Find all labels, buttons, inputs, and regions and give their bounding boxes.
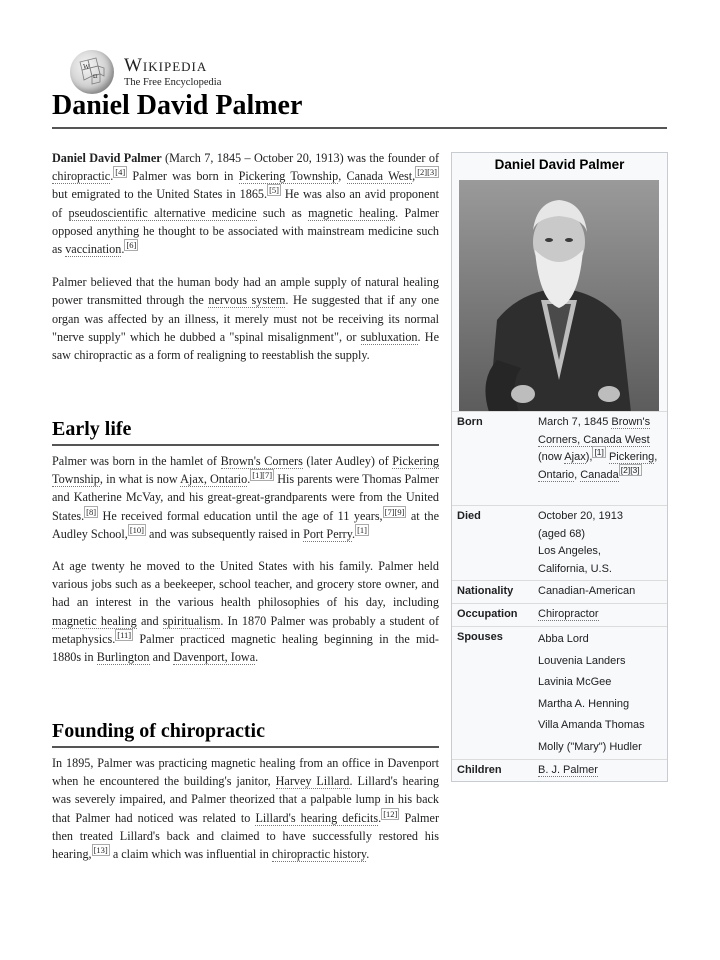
article-link[interactable]: Canada West bbox=[346, 169, 413, 184]
article-link[interactable]: Pickering Township bbox=[52, 454, 439, 487]
section-divider bbox=[52, 746, 439, 748]
infobox-line: (aged 68) bbox=[538, 527, 586, 540]
page-title: Daniel David Palmer bbox=[52, 90, 303, 121]
article-link[interactable]: nervous system bbox=[208, 293, 286, 308]
infobox-label-nationality: Nationality bbox=[457, 585, 514, 597]
citation bbox=[115, 629, 133, 641]
article-link[interactable]: Ajax bbox=[564, 451, 586, 463]
infobox-value-nationality: Canadian-American bbox=[538, 585, 636, 597]
article-link[interactable]: Ontario bbox=[538, 468, 575, 481]
svg-text:W: W bbox=[83, 63, 90, 71]
infobox-row-children bbox=[452, 759, 667, 781]
spouse-name: Martha A. Henning bbox=[538, 697, 630, 710]
article-link[interactable]: Brown's Corners, Canada West bbox=[538, 416, 651, 446]
article-link[interactable]: Pickering Township bbox=[238, 169, 339, 184]
article-link[interactable]: subluxation bbox=[360, 329, 418, 344]
citation-link[interactable]: [6] bbox=[126, 239, 137, 250]
infobox-label-born: Born bbox=[457, 416, 483, 428]
citation-link[interactable]: [1] bbox=[357, 524, 368, 535]
article-link[interactable]: Harvey Lillard bbox=[275, 774, 350, 789]
article-link[interactable]: vaccination bbox=[65, 242, 122, 257]
portrait-photo[interactable] bbox=[459, 180, 659, 412]
citation-link[interactable]: [11] bbox=[117, 629, 132, 640]
infobox-value-occupation[interactable] bbox=[538, 606, 663, 624]
early-life-paragraph-1: Palmer was born in the hamlet of Brown's Corners (later Audley) of Pickering Township, in what is now Ajax, Ontario. [1][7] His parents were Thomas Palmer and Katherine McVay, and his great-great-grandparents were from the United States. [8] He received formal education until the age of 11 years, [7][9] at the Audley School, [10] and was subsequently raised in Port Perry. [1] bbox=[52, 454, 439, 541]
early-life-paragraph-2: At age twenty he moved to the United States with his family. Palmer held various jobs such as a beekeeper, school teacher, and grocery store owner, and had an interest in the various health philosophies of his day, including magnetic healing and spiritualism. In 1870 Palmer was probably a student of metaphysics. [11] Palmer practiced magnetic healing beginning in the mid-1880s in Burlington and Davenport, Iowa. bbox=[52, 559, 440, 665]
article-link[interactable]: Ajax, Ontario bbox=[180, 472, 248, 487]
citation bbox=[250, 469, 274, 481]
citation bbox=[84, 506, 98, 518]
infobox-title: Daniel David Palmer bbox=[494, 157, 625, 172]
article-link[interactable]: Davenport, Iowa bbox=[173, 650, 256, 665]
infobox-label-died: Died bbox=[457, 510, 481, 522]
occupation-link[interactable]: Chiropractor bbox=[538, 608, 599, 620]
section-heading-founding: Founding of chiropractic bbox=[52, 720, 265, 742]
infobox-label-occupation: Occupation bbox=[457, 608, 518, 620]
article-link[interactable]: chiropractic history bbox=[271, 847, 367, 862]
infobox-value-spouses bbox=[538, 629, 663, 758]
spouse-name: Molly ("Mary") Hudler bbox=[538, 740, 642, 753]
wikipedia-logo[interactable] bbox=[70, 50, 221, 94]
infobox-line: Los Angeles, bbox=[538, 545, 601, 557]
infobox bbox=[451, 152, 668, 782]
article-link[interactable]: Port Perry bbox=[303, 526, 353, 541]
infobox-row-spouses bbox=[452, 626, 667, 759]
intro-paragraph-1: Daniel David Palmer (March 7, 1845 – October 20, 1913) was the founder of chiropractic. [4] Palmer was born in Pickering Township, Canada West, [2][3] but emigrated to the United States in 1865. [5] He was also an avid proponent of pseudoscientific alternative medicine such as magnetic healing. Palmer opposed anything he thought to be associated with mainstream medicine such as vaccination. [6] bbox=[52, 151, 440, 257]
citation-link[interactable]: [13] bbox=[93, 844, 108, 855]
spouse-name: Abba Lord bbox=[538, 633, 589, 645]
title-divider bbox=[52, 127, 667, 129]
citation bbox=[92, 844, 110, 856]
article-link[interactable]: magnetic healing bbox=[52, 613, 137, 628]
children-link[interactable]: B. J. Palmer bbox=[538, 764, 598, 776]
citation bbox=[355, 524, 369, 536]
article-link[interactable]: magnetic healing bbox=[308, 205, 396, 220]
citation bbox=[124, 239, 138, 251]
early-life-section bbox=[52, 452, 439, 666]
infobox-label-spouses: Spouses bbox=[457, 631, 503, 643]
article-link[interactable]: chiropractic bbox=[52, 169, 111, 184]
infobox-line: California, U.S. bbox=[538, 562, 612, 575]
founding-section bbox=[52, 754, 439, 863]
intro-section bbox=[52, 149, 439, 364]
spouse-name: Lavinia McGee bbox=[538, 676, 612, 688]
citation-link[interactable]: [2][3] bbox=[417, 167, 438, 178]
article-link[interactable]: pseudoscientific alternative medicine bbox=[68, 205, 257, 220]
citation-link[interactable]: [4] bbox=[115, 167, 126, 178]
wikipedia-globe-icon bbox=[70, 50, 114, 94]
intro-paragraph-2: Palmer believed that the human body had an ample supply of natural healing power transmitted through the nervous system. He suggested that if any one organ was affected by an illness, it merely must not be receiving its normal "nerve supply" which he dubbed a "spinal misalignment", or subluxation. He saw chiropractic as a form of realigning to reestablish the supply. bbox=[52, 275, 440, 363]
wordmark-title: Wikipedia bbox=[124, 54, 208, 76]
citation-link[interactable]: [1] bbox=[594, 447, 604, 458]
section-divider bbox=[52, 444, 439, 446]
citation bbox=[592, 446, 605, 458]
infobox-row-nationality bbox=[452, 580, 667, 603]
citation-link[interactable]: [5] bbox=[269, 185, 279, 196]
citation-link[interactable]: [1][7] bbox=[252, 470, 273, 481]
citation bbox=[381, 808, 399, 820]
citation bbox=[267, 184, 281, 196]
spouse-name: Louvenia Landers bbox=[538, 654, 626, 667]
infobox-label-children: Children bbox=[457, 764, 502, 776]
citation bbox=[415, 166, 439, 178]
citation bbox=[128, 524, 146, 536]
infobox-value-died bbox=[538, 508, 663, 578]
citation-link[interactable]: [8] bbox=[86, 506, 97, 517]
svg-text:Ω: Ω bbox=[93, 74, 98, 80]
article-link[interactable]: Canada bbox=[580, 468, 619, 481]
infobox-line: October 20, 1913 bbox=[538, 510, 624, 522]
citation bbox=[619, 464, 642, 476]
citation bbox=[383, 506, 407, 518]
section-heading-early-life: Early life bbox=[52, 418, 132, 440]
citation-link[interactable]: [12] bbox=[383, 808, 398, 819]
citation-link[interactable]: [7][9] bbox=[384, 506, 405, 517]
wordmark-tagline: The Free Encyclopedia bbox=[124, 76, 222, 88]
article-link[interactable]: Pickering bbox=[608, 451, 655, 463]
citation bbox=[113, 166, 127, 178]
founding-paragraph-1: In 1895, Palmer was practicing magnetic healing from an office in Davenport when he encountered the building's janitor, Harvey Lillard. Lillard's hearing was severely impaired, and Palmer theorized that a palpable lump in his back that Palmer had noticed was related to Lillard's hearing deficits. [12] Palmer then treated Lillard's back and claimed to have successfully restored his hearing, [13] a claim which was influential in chiropractic history. bbox=[52, 756, 440, 862]
infobox-row-born bbox=[452, 411, 667, 505]
spouse-name: Villa Amanda Thomas bbox=[538, 719, 645, 731]
article-link[interactable]: Brown's Corners bbox=[220, 454, 303, 468]
infobox-value-born: March 7, 1845 Brown's Corners, Canada West (now Ajax), [1] Pickering, Ontario, Canada [2][3] bbox=[538, 416, 658, 481]
article-link[interactable]: spiritualism bbox=[162, 613, 221, 628]
citation-link[interactable]: [2][3] bbox=[620, 464, 640, 475]
infobox-value-children[interactable] bbox=[538, 762, 663, 780]
article-link[interactable]: Lillard's hearing deficits bbox=[255, 810, 379, 825]
infobox-row-died bbox=[452, 505, 667, 580]
citation-link[interactable]: [10] bbox=[129, 524, 144, 535]
infobox-row-occupation bbox=[452, 603, 667, 626]
bold-text: Daniel David Palmer bbox=[52, 151, 162, 165]
article-link[interactable]: Burlington bbox=[96, 650, 150, 665]
